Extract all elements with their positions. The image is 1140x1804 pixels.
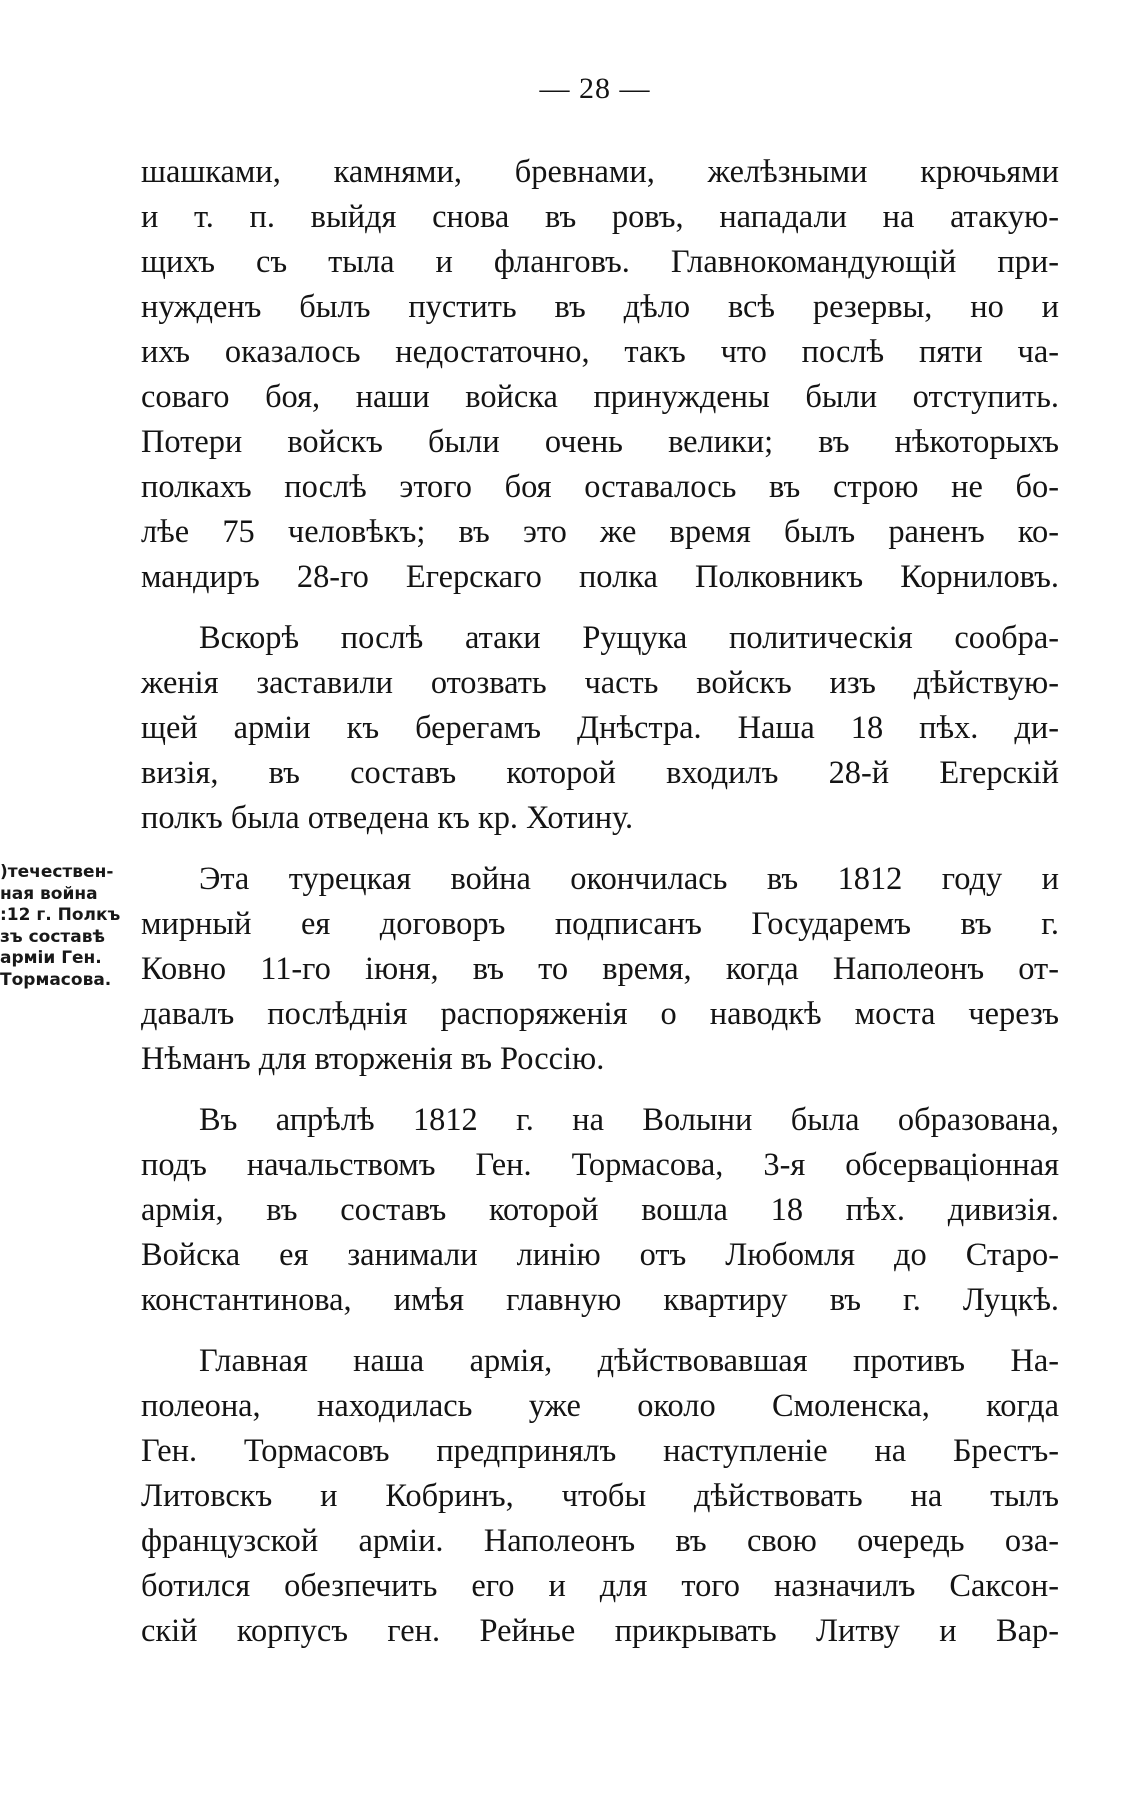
text-line: ботился обезпечить его и для того назначилъ Саксон-	[141, 1568, 1059, 1604]
margin-note-line: :12 г. Полкъ	[0, 905, 121, 925]
text-line: полеона, находилась уже около Смоленска, когда	[141, 1388, 1059, 1424]
body-text	[141, 150, 1059, 1670]
text-line: Эта турецкая война окончилась въ 1812 году и	[199, 861, 1059, 897]
text-line: женія заставили отозвать часть войскъ изъ дѣйствую-	[141, 665, 1059, 701]
text-line: шашками, камнями, бревнами, желѣзными крючьями	[141, 154, 1059, 190]
margin-note-line: ная война	[0, 883, 98, 904]
text-line: Ген. Тормасовъ предпринялъ наступленіе на Брестъ-	[141, 1433, 1059, 1469]
text-line: константинова, имѣя главную квартиру въ г. Луцкѣ.	[141, 1282, 1059, 1318]
text-line: мандиръ 28-го Егерскаго полка Полковникъ Корниловъ.	[141, 559, 1059, 595]
text-line: армія, въ составъ которой вошла 18 пѣх. дивизія.	[141, 1192, 1059, 1228]
margin-note	[0, 862, 138, 991]
paragraph-war-end	[141, 857, 1059, 1082]
text-line: щей арміи къ берегамъ Днѣстра. Наша 18 пѣх. ди-	[141, 710, 1059, 746]
paragraph-siege-continuation	[141, 150, 1059, 600]
text-line: щихъ съ тыла и фланговъ. Главнокомандующій при-	[141, 244, 1059, 280]
paragraph-main-army	[141, 1339, 1059, 1654]
text-line: французской арміи. Наполеонъ въ свою очередь оза-	[141, 1523, 1059, 1559]
text-line: лѣе 75 человѣкъ; въ это же время былъ раненъ ко-	[141, 514, 1059, 550]
text-line: ихъ оказалось недостаточно, такъ что послѣ пяти ча-	[141, 334, 1059, 370]
text-line: скій корпусъ ген. Рейнье прикрывать Литву и Вар-	[141, 1613, 1059, 1649]
text-line: Потери войскъ были очень велики; въ нѣкоторыхъ	[141, 424, 1059, 460]
text-line: Ковно 11-го іюня, въ то время, когда Наполеонъ от-	[141, 951, 1059, 987]
text-line: мирный ея договоръ подписанъ Государемъ въ г.	[141, 906, 1059, 942]
text-line: Въ апрѣлѣ 1812 г. на Волыни была образована,	[199, 1102, 1059, 1138]
margin-note-line: арміи Ген.	[0, 948, 102, 968]
text-line: Войска ея занимали линію отъ Любомля до Старо-	[141, 1237, 1059, 1273]
text-line: визія, въ составъ которой входилъ 28-й Егерскій	[141, 755, 1059, 791]
text-line: Литовскъ и Кобринъ, чтобы дѣйствовать на тылъ	[141, 1478, 1059, 1514]
text-line: подъ начальствомъ Ген. Тормасова, 3-я обсерваціонная	[141, 1147, 1059, 1183]
margin-note-line: зъ составѣ	[0, 926, 105, 947]
text-line: нужденъ былъ пустить въ дѣло всѣ резервы, но и	[141, 289, 1059, 325]
text-line: давалъ послѣднія распоряженія о наводкѣ моста черезъ	[141, 996, 1059, 1032]
text-line: полкахъ послѣ этого боя оставалось въ строю не бо-	[141, 469, 1059, 505]
margin-note-line: )течествен-	[0, 862, 114, 882]
text-line: соваго боя, наши войска принуждены были отступить.	[141, 379, 1059, 415]
page-number: — 28 —	[539, 72, 651, 105]
text-line: и т. п. выйдя снова въ ровъ, нападали на атакую-	[141, 199, 1059, 235]
paragraph-dniester	[141, 616, 1059, 841]
margin-note-line: Тормасова.	[0, 969, 112, 990]
text-line: Главная наша армія, дѣйствовавшая противъ На-	[199, 1343, 1059, 1379]
text-line: полкъ была отведена къ кр. Хотину.	[141, 800, 634, 836]
text-line: Нѣманъ для вторженія въ Россію.	[141, 1041, 605, 1077]
paragraph-observation-army	[141, 1098, 1059, 1323]
text-line: Вскорѣ послѣ атаки Рущука политическія сообра-	[199, 620, 1059, 656]
